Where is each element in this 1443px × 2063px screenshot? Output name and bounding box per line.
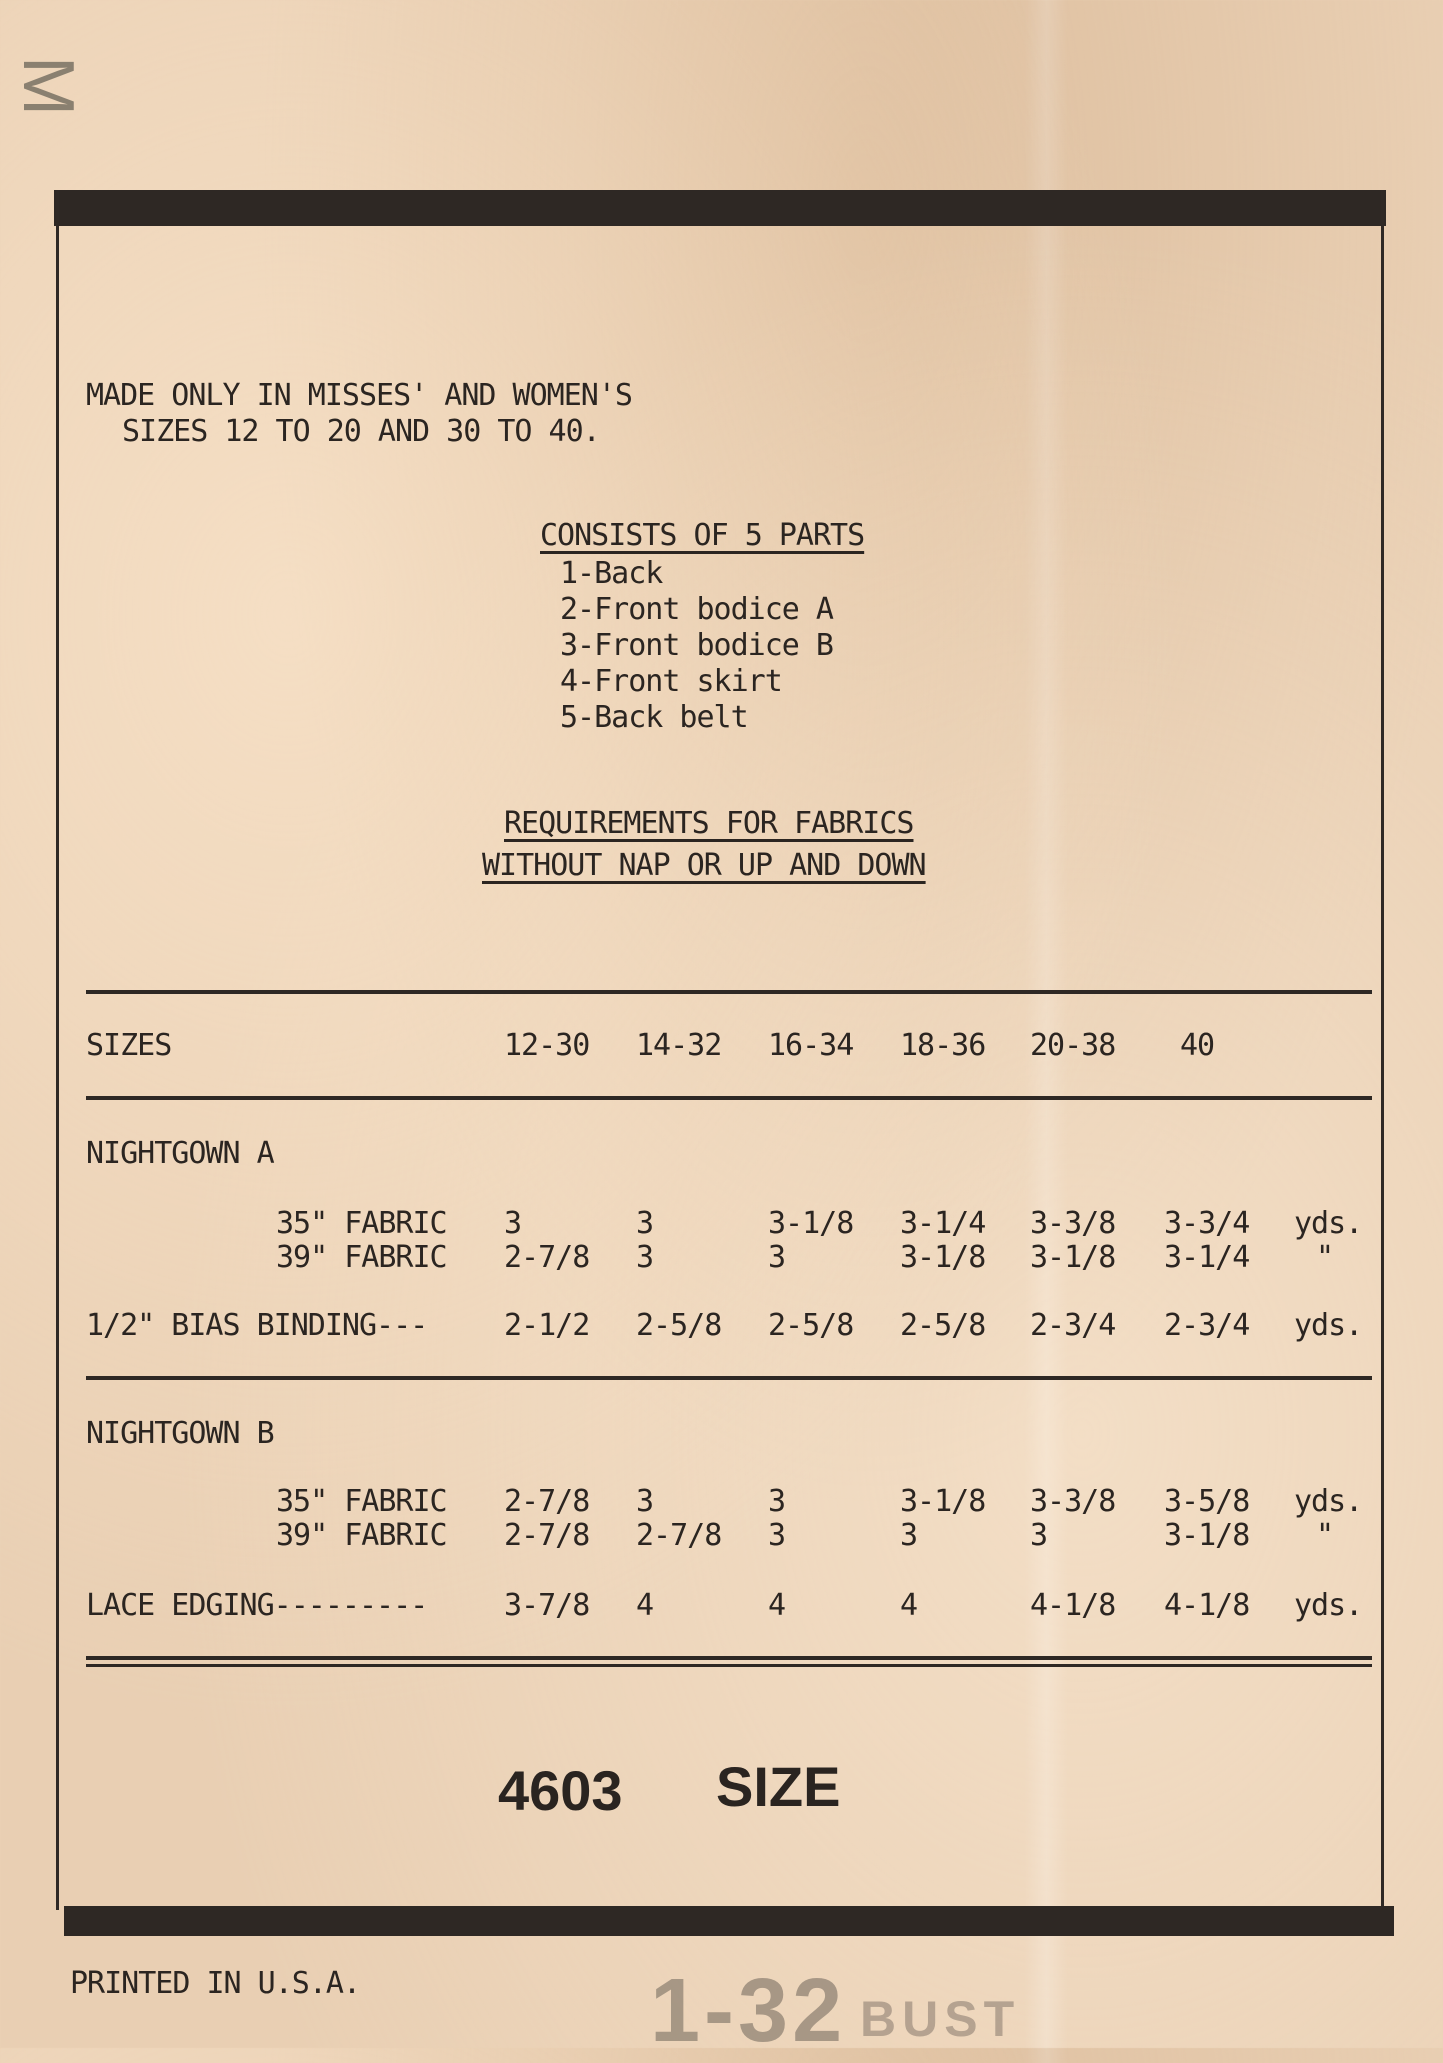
ng-b-row2-c6: 3-1/8 [1164, 1518, 1250, 1553]
size-label: SIZE [716, 1755, 841, 1818]
ng-b-row3-c1: 3-7/8 [504, 1588, 590, 1623]
ng-a-row3-c2: 2-5/8 [636, 1308, 722, 1343]
ng-b-row1-c5: 3-3/8 [1030, 1484, 1116, 1519]
printed-in-usa: PRINTED IN U.S.A. [70, 1966, 361, 2001]
ng-b-row3-c3: 4 [768, 1588, 786, 1623]
ng-b-row1-label: 35" FABRIC [276, 1484, 447, 1519]
size-col-3: 16-34 [768, 1028, 854, 1063]
frame-bottom-bar [64, 1906, 1394, 1936]
bust-stamp-word: BUST [860, 1991, 1021, 2047]
ng-b-row1-c3: 3 [768, 1484, 786, 1519]
ng-b-row2-c4: 3 [900, 1518, 918, 1553]
ng-a-row3-c3: 2-5/8 [768, 1308, 854, 1343]
requirements-line-1: REQUIREMENTS FOR FABRICS [504, 806, 914, 841]
ng-a-row3-c6: 2-3/4 [1164, 1308, 1250, 1343]
ng-b-row1-unit: yds. [1294, 1484, 1363, 1519]
part-item-2: 2-Front bodice A [560, 592, 833, 627]
ng-b-row3-unit: yds. [1294, 1588, 1363, 1623]
ng-b-row3-label: LACE EDGING--------- [86, 1588, 428, 1623]
size-col-2: 14-32 [636, 1028, 722, 1063]
nightgown-a-title: NIGHTGOWN A [86, 1136, 274, 1171]
ng-b-row2-c1: 2-7/8 [504, 1518, 590, 1553]
size-col-6: 40 [1180, 1028, 1215, 1063]
ng-b-row1-c6: 3-5/8 [1164, 1484, 1250, 1519]
ng-a-row3-c5: 2-3/4 [1030, 1308, 1116, 1343]
bust-size-stamp: 1-32 [650, 1961, 847, 2061]
ng-a-row3-label: 1/2" BIAS BINDING--- [86, 1308, 428, 1343]
nightgown-b-title: NIGHTGOWN B [86, 1416, 274, 1451]
ng-b-row2-c5: 3 [1030, 1518, 1048, 1553]
ng-b-row2-label: 39" FABRIC [276, 1518, 447, 1553]
size-col-1: 12-30 [504, 1028, 590, 1063]
ng-b-row3-c4: 4 [900, 1588, 918, 1623]
ng-a-row3-c1: 2-1/2 [504, 1308, 590, 1343]
requirements-line-2: WITHOUT NAP OR UP AND DOWN [482, 848, 926, 883]
ng-a-row2-c5: 3-1/8 [1030, 1240, 1116, 1275]
ng-a-row1-c4: 3-1/4 [900, 1206, 986, 1241]
intro-line-2: SIZES 12 TO 20 AND 30 TO 40. [122, 414, 600, 449]
ng-b-row3-c5: 4-1/8 [1030, 1588, 1116, 1623]
size-col-5: 20-38 [1030, 1028, 1116, 1063]
ng-b-row3-c2: 4 [636, 1588, 654, 1623]
ng-b-row1-c4: 3-1/8 [900, 1484, 986, 1519]
ng-a-row1-unit: yds. [1294, 1206, 1363, 1241]
intro-line-1: MADE ONLY IN MISSES' AND WOMEN'S [86, 378, 632, 413]
ng-a-row1-c5: 3-3/8 [1030, 1206, 1116, 1241]
pattern-number: 4603 [498, 1759, 623, 1822]
table-rule-bottom [86, 1656, 1372, 1660]
part-item-3: 3-Front bodice B [560, 628, 833, 663]
ng-a-row3-unit: yds. [1294, 1308, 1363, 1343]
ng-a-row2-unit: " [1316, 1240, 1334, 1275]
table-rule-top [86, 990, 1372, 994]
ng-a-row1-label: 35" FABRIC [276, 1206, 447, 1241]
ng-a-row3-c4: 2-5/8 [900, 1308, 986, 1343]
part-item-4: 4-Front skirt [560, 664, 782, 699]
ng-b-row2-c2: 2-7/8 [636, 1518, 722, 1553]
ng-b-row2-unit: " [1316, 1518, 1334, 1553]
table-rule-bottom-double [86, 1664, 1372, 1667]
ng-a-row1-c2: 3 [636, 1206, 654, 1241]
ng-a-row1-c3: 3-1/8 [768, 1206, 854, 1241]
part-item-1: 1-Back [560, 556, 663, 591]
ng-b-row1-c2: 3 [636, 1484, 654, 1519]
ng-b-row1-c1: 2-7/8 [504, 1484, 590, 1519]
corner-letter-mark: M [7, 56, 88, 116]
ng-b-row2-c3: 3 [768, 1518, 786, 1553]
size-col-4: 18-36 [900, 1028, 986, 1063]
ng-a-row2-label: 39" FABRIC [276, 1240, 447, 1275]
part-item-5: 5-Back belt [560, 700, 748, 735]
ng-a-row2-c2: 3 [636, 1240, 654, 1275]
ng-a-row1-c6: 3-3/4 [1164, 1206, 1250, 1241]
ng-a-row2-c1: 2-7/8 [504, 1240, 590, 1275]
table-rule-mid [86, 1376, 1372, 1380]
parts-heading: CONSISTS OF 5 PARTS [540, 518, 865, 553]
ng-a-row2-c6: 3-1/4 [1164, 1240, 1250, 1275]
table-rule-sizes [86, 1096, 1372, 1100]
ng-a-row2-c4: 3-1/8 [900, 1240, 986, 1275]
ng-b-row3-c6: 4-1/8 [1164, 1588, 1250, 1623]
sizes-label: SIZES [86, 1028, 172, 1063]
ng-a-row2-c3: 3 [768, 1240, 786, 1275]
ng-a-row1-c1: 3 [504, 1206, 522, 1241]
